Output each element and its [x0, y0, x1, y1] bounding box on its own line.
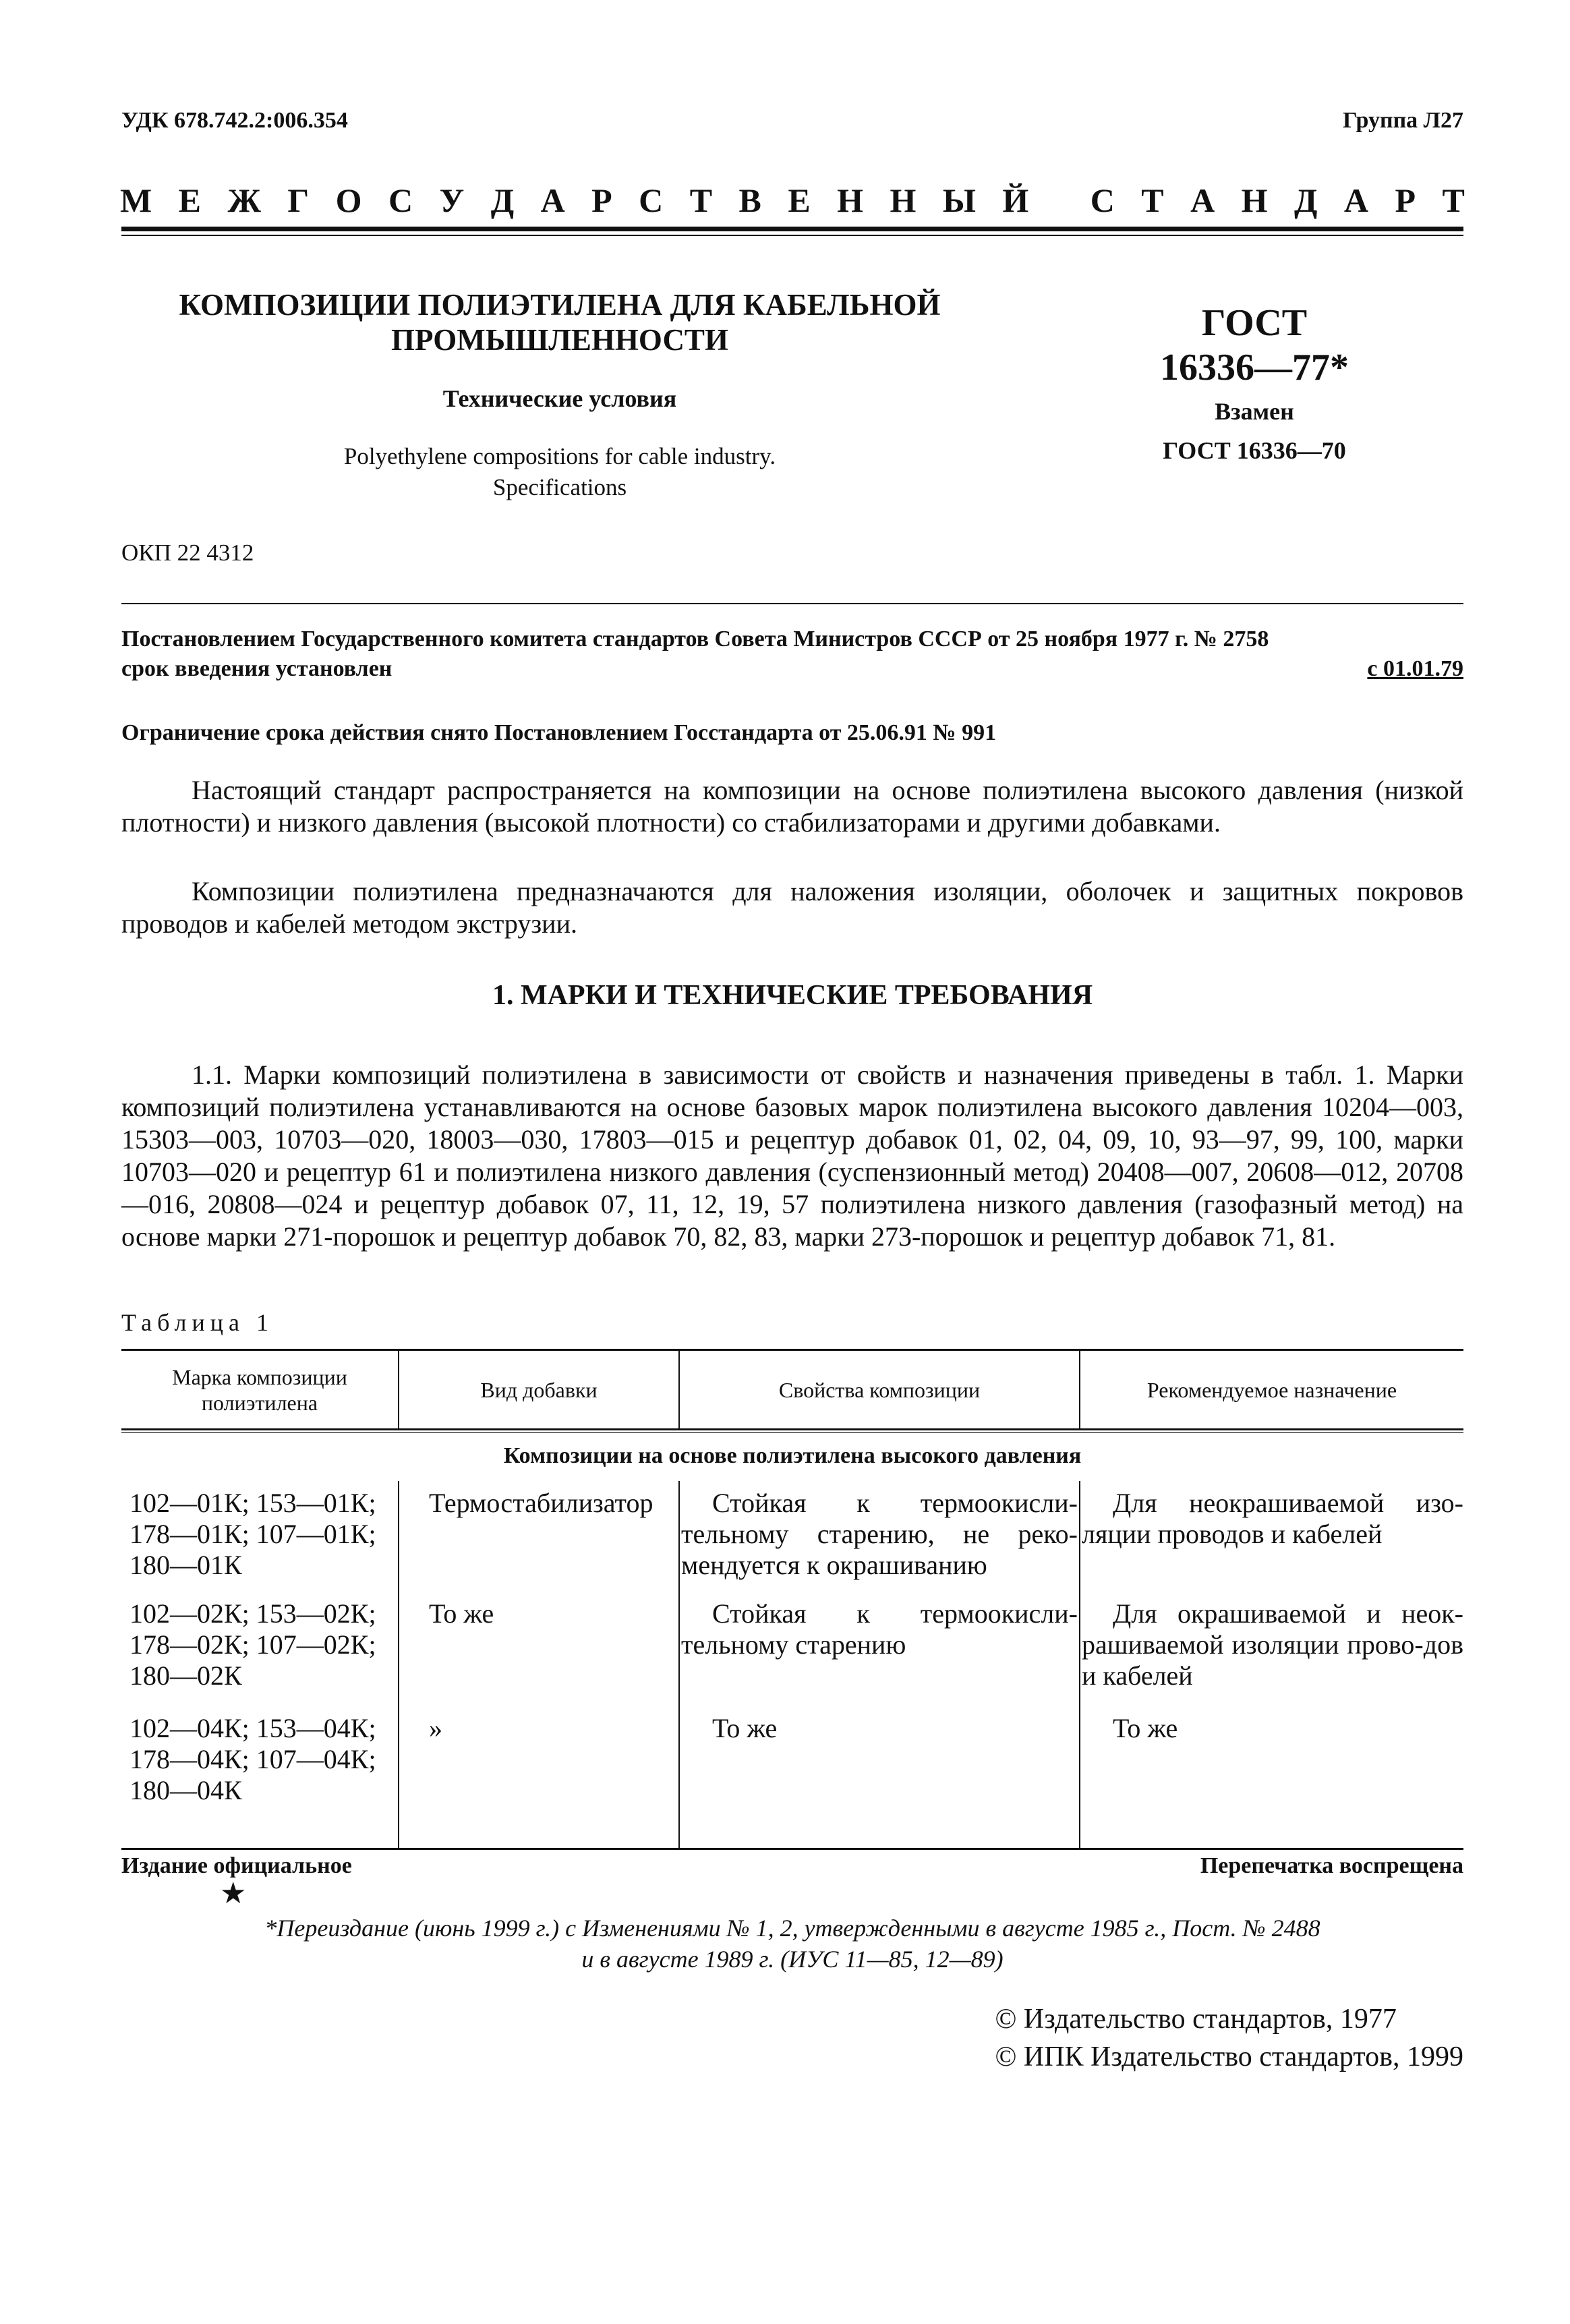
table-col-divider [398, 1481, 399, 1848]
introduction-date: с 01.01.79 [1367, 656, 1463, 681]
copyright-line1: © Издательство стандартов, 1977 [995, 2004, 1397, 2035]
banner-gap [1055, 181, 1064, 220]
table-row-2-properties: Стойкая к термоокисли-тельному старению [681, 1598, 1078, 1660]
table-header-rule-thin [121, 1432, 1463, 1433]
mark-line: 180—02К [129, 1660, 242, 1691]
table-header-mark: Марка композиции полиэтилена [172, 1365, 347, 1415]
english-title [121, 441, 998, 503]
document-title-line2: ПРОМЫШЛЕННОСТИ [391, 323, 728, 357]
banner-letter: Т [1442, 181, 1465, 219]
table-header-properties: Свойства композиции [778, 1378, 981, 1402]
decree-line2: срок введения установлен [121, 656, 392, 681]
mark-line: 178—01К; 107—01К; [129, 1519, 376, 1549]
reissue-note-line2: и в августе 1989 г. (ИУС 11—85, 12—89) [581, 1946, 1004, 1973]
mark-line: 102—01К; 153—01К; [129, 1488, 376, 1518]
star-icon: ★ [220, 1877, 247, 1910]
table-col-divider [678, 1481, 680, 1848]
document-subtitle: Технические условия [442, 385, 677, 412]
copyright-line2: © ИПК Издательство стандартов, 1999 [995, 2041, 1463, 2072]
banner-letter: С [639, 181, 664, 219]
banner-letter: Г [287, 181, 310, 219]
header-row [121, 108, 1463, 134]
table-row-1-purpose: Для неокрашиваемой изо-ляции проводов и кабелей [1082, 1488, 1463, 1549]
banner-rule-thick [121, 227, 1463, 231]
limit-note: Ограничение срока действия снято Постановлением Госстандарта от 25.06.91 № 991 [121, 720, 997, 745]
gost-old-number: ГОСТ 16336—70 [1163, 437, 1346, 464]
banner-letter: С [388, 181, 413, 219]
decree-line1: Постановлением Государственного комитета стандартов Совета Министров СССР от 25 ноября 1977 г. № 2758 [121, 627, 1269, 651]
banner-letter: В [738, 181, 761, 219]
banner-letter: Р [1395, 181, 1416, 219]
mark-line: 178—02К; 107—02К; [129, 1629, 376, 1660]
table-header-rule [121, 1428, 1463, 1430]
table-row-1-properties: Стойкая к термоокисли-тельному старению, не реко-мендуется к окрашиванию [681, 1488, 1078, 1580]
gost-label: ГОСТ [1201, 302, 1308, 344]
udk-code: УДК 678.742.2:006.354 [121, 108, 348, 133]
banner-letter: М [120, 181, 152, 219]
separator-rule [121, 603, 1463, 604]
section-heading: 1. МАРКИ И ТЕХНИЧЕСКИЕ ТРЕБОВАНИЯ [492, 980, 1093, 1011]
decree-block [121, 624, 1463, 684]
table-row-2-mark [129, 1598, 394, 1691]
intro-paragraph-1: Настоящий стандарт распространяется на композиции на основе полиэтилена высокого давления (низкой плотности) и низкого давления (высокой плотности) со стабилизаторами и другими добавками. [121, 775, 1463, 838]
table-row-3-additive: » [429, 1713, 442, 1743]
gost-number: 16336—77* [1160, 347, 1349, 388]
table-row-1-additive: Термостабилизатор [429, 1488, 653, 1518]
banner-letter: С [1090, 181, 1115, 219]
banner-letter: Т [689, 181, 713, 219]
interstate-standard-banner [120, 181, 1465, 220]
reissue-note [121, 1913, 1463, 1975]
intro-paragraph-2: Композиции полиэтилена предназначаются для наложения изоляции, оболочек и защитных покровов проводов и кабелей методом экструзии. [121, 876, 1463, 939]
banner-letter: А [1343, 181, 1368, 219]
banner-letter: Н [890, 181, 917, 219]
table-header-purpose: Рекомендуемое назначение [1146, 1378, 1397, 1402]
reprint-forbidden-label: Перепечатка воспрещена [1200, 1853, 1463, 1878]
banner-letter: Д [490, 181, 515, 219]
banner-letter: Й [1002, 181, 1029, 219]
banner-letter: Д [1294, 181, 1318, 219]
table-row-2-additive: То же [429, 1598, 494, 1629]
banner-letter: Ж [227, 181, 261, 219]
banner-letter: Т [1141, 181, 1164, 219]
document-title-line1: КОМПОЗИЦИИ ПОЛИЭТИЛЕНА ДЛЯ КАБЕЛЬНОЙ [179, 288, 941, 322]
banner-letter: Н [1241, 181, 1268, 219]
banner-letter: У [439, 181, 465, 219]
english-title-line2: Specifications [492, 474, 627, 500]
table-header-additive: Вид добавки [480, 1378, 598, 1402]
table-row-1-mark [129, 1488, 394, 1581]
english-title-line1: Polyethylene compositions for cable industry. [343, 443, 776, 469]
table-col-divider [1079, 1481, 1080, 1848]
banner-rule-thin [121, 235, 1463, 236]
section-paragraph: 1.1. Марки композиций полиэтилена в зависимости от свойств и назначения приведены в табл. 1. Марки композиций полиэтилена устанавливаются на основе базовых марок полиэтилена высокого давления 10204—003, 15303—003, 10703—020, 18003—030, 17803—015 и рецептур добавок 01, 02, 04, 09, 10, 93—97, 99, 100, марки 10703—020 и рецептур 61 и полиэтилена низкого давления (суспензионный метод) 20408—007, 20608—012, 20708—016, 20808—024 и рецептур добавок 07, 11, 12, 19, 57 полиэтилена низкого давления (газофазный метод) на основе марки 271-порошок и рецептур добавок 70, 82, 83, марки 273-порошок и рецептур добавок 71, 81. [121, 1059, 1463, 1252]
table-row-3-purpose: То же [1113, 1713, 1178, 1743]
group-code: Группа Л27 [1343, 108, 1463, 133]
banner-letter: А [1190, 181, 1215, 219]
table-bottom-rule [121, 1848, 1463, 1850]
banner-letter: Ы [942, 181, 976, 219]
table-top-rule [121, 1349, 1463, 1351]
mark-line: 102—04К; 153—04К; [129, 1713, 376, 1743]
reissue-note-line1: *Переиздание (июнь 1999 г.) с Изменениями № 1, 2, утвержденными в августе 1985 г., Пост. № 2488 [264, 1915, 1320, 1942]
official-edition-label: Издание официальное [121, 1853, 352, 1878]
mark-line: 180—01К [129, 1550, 242, 1580]
banner-letter: А [540, 181, 565, 219]
table-row-3-mark [129, 1713, 394, 1806]
banner-letter: Р [591, 181, 612, 219]
banner-letter: Е [788, 181, 811, 219]
gost-replaces: Взамен [1215, 398, 1294, 425]
okp-code: ОКП 22 4312 [121, 540, 254, 566]
table-row-3-properties: То же [712, 1713, 778, 1743]
mark-line: 180—04К [129, 1775, 242, 1805]
mark-line: 102—02К; 153—02К; [129, 1598, 376, 1629]
decree-line2-row [121, 654, 1463, 684]
table-group-heading: Композиции на основе полиэтилена высокого давления [503, 1443, 1082, 1468]
banner-letter: О [335, 181, 362, 219]
banner-letter: Н [837, 181, 864, 219]
table-caption: Таблица 1 [121, 1309, 274, 1336]
gost-block [1066, 301, 1443, 468]
mark-line: 178—04К; 107—04К; [129, 1744, 376, 1774]
title-block [121, 287, 998, 503]
table-row-2-purpose: Для окрашиваемой и неок-рашиваемой изоляции прово-дов и кабелей [1082, 1598, 1463, 1691]
banner-letter: Е [178, 181, 202, 219]
copyright-block [995, 2000, 1463, 2076]
